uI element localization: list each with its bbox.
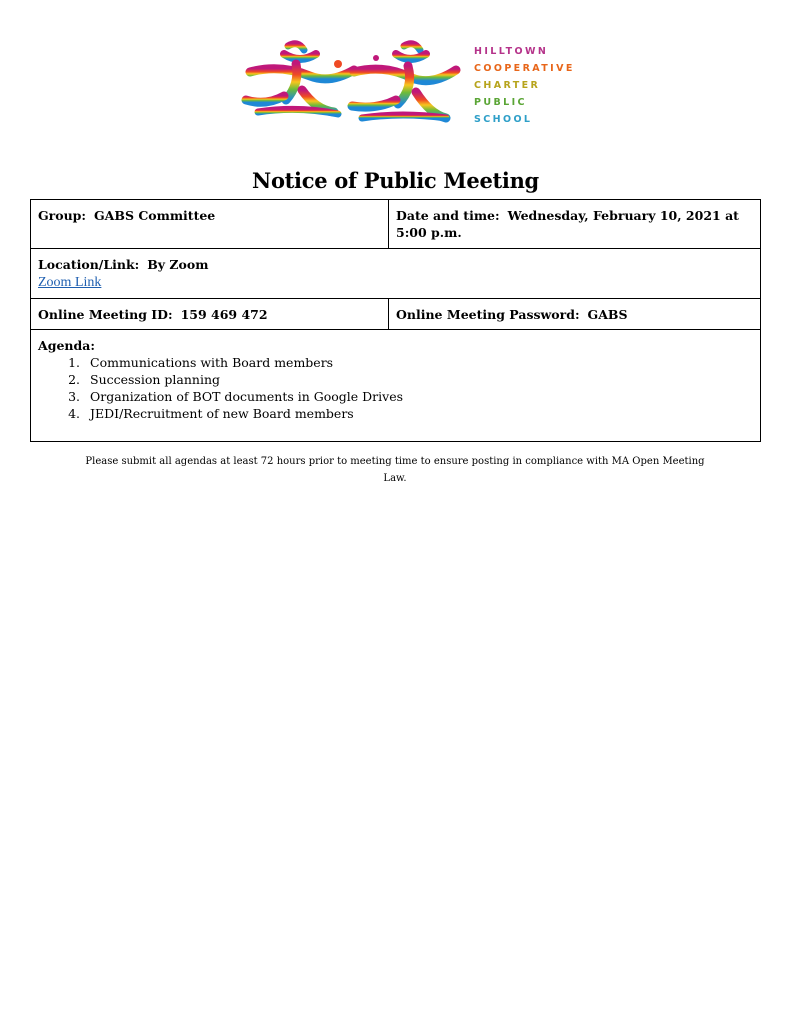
location-cell bbox=[31, 249, 761, 299]
logo-line: PUBLIC bbox=[474, 97, 527, 108]
page-title: Notice of Public Meeting bbox=[252, 168, 539, 193]
group-label: Group: bbox=[38, 208, 87, 223]
submission-footnote: Please submit all agendas at least 72 hours prior to meeting time to ensure posting in compliance with MA Open Meeting Law. bbox=[85, 456, 705, 484]
datetime-cell bbox=[389, 200, 761, 249]
meeting-id-cell bbox=[31, 299, 389, 330]
agenda-item: 1. Communications with Board members bbox=[84, 354, 753, 371]
agenda-item: 2. Succession planning bbox=[84, 371, 753, 388]
agenda-label: Agenda: bbox=[38, 338, 95, 353]
password-cell bbox=[389, 299, 761, 330]
logo-line: CHARTER bbox=[474, 80, 541, 91]
password-value: GABS bbox=[587, 307, 628, 322]
logo-line: SCHOOL bbox=[474, 114, 533, 125]
logo-line: COOPERATIVE bbox=[474, 63, 575, 74]
agenda-item: 3. Organization of BOT documents in Google Drives bbox=[84, 388, 753, 405]
location-label: Location/Link: bbox=[38, 257, 140, 272]
meeting-id-value: 159 469 472 bbox=[180, 307, 268, 322]
datetime-value: Wednesday, February 10, 2021 at 5:00 p.m. bbox=[396, 208, 739, 240]
group-value: GABS Committee bbox=[94, 208, 216, 223]
agenda-cell bbox=[31, 330, 761, 442]
agenda-item: 4. JEDI/Recruitment of new Board members bbox=[84, 405, 753, 422]
logo-wordmark bbox=[474, 43, 584, 128]
logo-line: HILLTOWN bbox=[474, 46, 549, 57]
meeting-id-label: Online Meeting ID: bbox=[38, 307, 173, 322]
logo-figures-icon bbox=[236, 40, 466, 130]
meeting-notice-table bbox=[30, 199, 761, 442]
zoom-link[interactable]: Zoom Link bbox=[38, 275, 102, 290]
school-logo bbox=[236, 40, 576, 130]
location-value: By Zoom bbox=[147, 257, 209, 272]
password-label: Online Meeting Password: bbox=[396, 307, 580, 322]
agenda-list bbox=[38, 354, 753, 422]
datetime-label: Date and time: bbox=[396, 208, 500, 223]
group-cell bbox=[31, 200, 389, 249]
